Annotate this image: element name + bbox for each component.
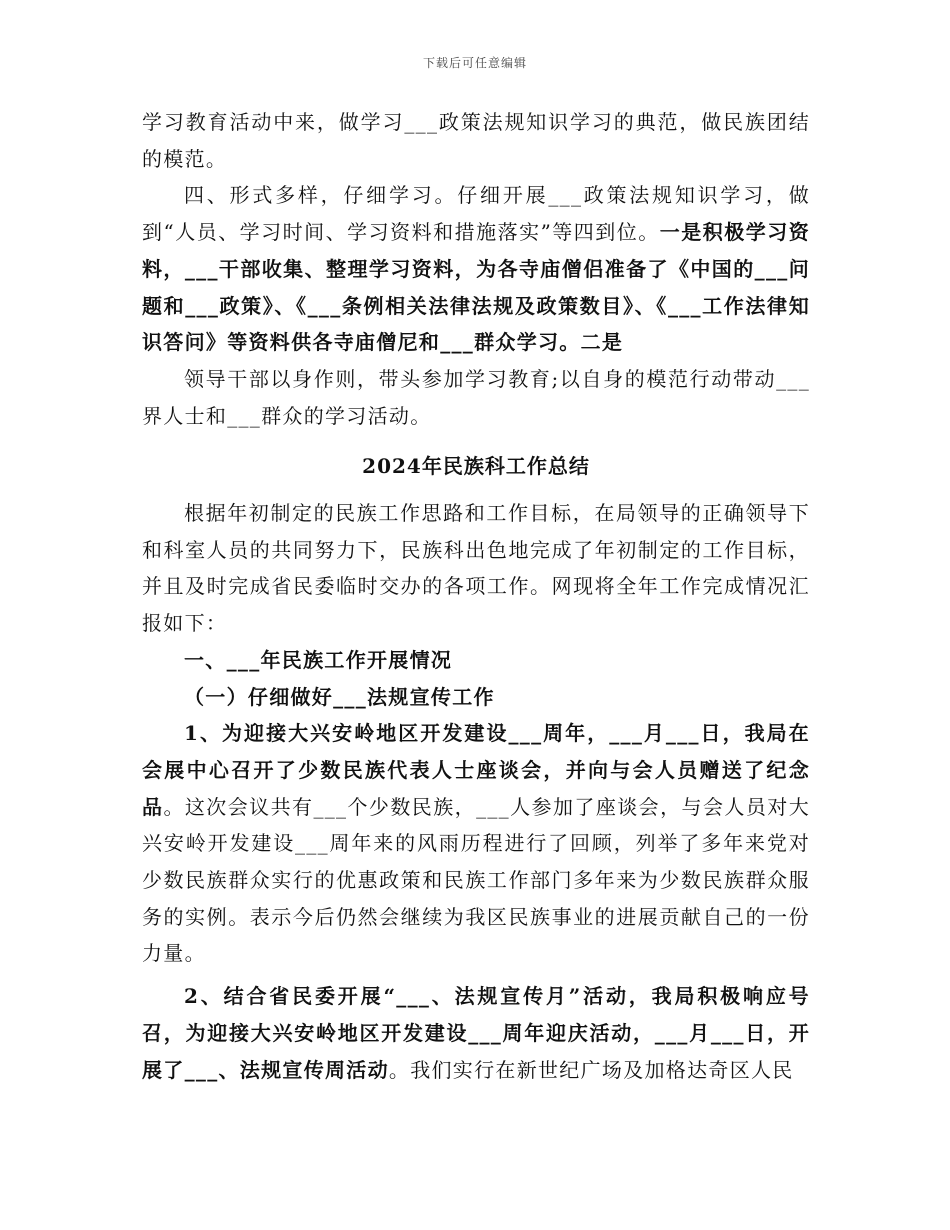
paragraph-6-bold-text: 2、结合省民委开展“___、法规宣传月”活动，我局积极响应号召，为迎接大兴安岭地区开发建设___周年迎庆活动，___月___日，开展了___、法规宣传周活动	[142, 984, 810, 1082]
paragraph-6-text: 。我们实行在新世纪广场及加格达奇区人民	[388, 1057, 794, 1082]
section-heading-2: （一）仔细做好___法规宣传工作	[184, 684, 495, 709]
paragraph-2	[142, 177, 810, 361]
paragraph-6	[142, 978, 810, 1088]
paragraph-3: 领导干部以身作则，带头参加学习教育;以自身的模范行动带动___界人士和___群众的学习活动。	[142, 366, 810, 428]
document-title: 2024年民族科工作总结	[362, 454, 590, 479]
paragraph-2-text: 四、形式多样，仔细学习。仔细开展___政策法规知识学习，做到“人员、学习时间、学习资料和措施落实”等四到位。	[142, 183, 810, 245]
paragraph-5-text: 。这次会议共有___个少数民族，___人参加了座谈会，与会人员对大兴安岭开发建设___周年来的风雨历程进行了回顾，列举了多年来党对少数民族群众实行的优惠政策和民族工作部门多年来为少数民族群众服务的实例。表示今后仍然会继续为我区民族事业的进展贡献自己的一份力量。	[142, 794, 810, 966]
header-note: 下载后可任意编辑	[422, 56, 527, 70]
document-body	[142, 104, 810, 1088]
paragraph-2-bold-text: 一是积极学习资料，___干部收集、整理学习资料，为各寺庙僧侣准备了《中国的___问题和___政策》、《___条例相关法律法规及政策数目》、《___工作法律知识答问》等资料供各寺庙僧尼和___群众学习。二是	[142, 220, 810, 355]
section-heading-1: 一、___年民族工作开展情况	[184, 647, 453, 672]
paragraph-5-bold-text: 1、为迎接大兴安岭地区开发建设___周年，___月___日，我局在会展中心召开了少数民族代表人士座谈会，并向与会人员赠送了纪念品	[142, 721, 810, 819]
paragraph-4: 根据年初制定的民族工作思路和工作目标，在局领导的正确领导下和科室人员的共同努力下，民族科出色地完成了年初制定的工作目标，并且及时完成省民委临时交办的各项工作。网现将全年工作完成情况汇报如下：	[142, 501, 810, 636]
paragraph-5	[142, 715, 810, 972]
paragraph-1: 学习教育活动中来，做学习___政策法规知识学习的典范，做民族团结的模范。	[142, 110, 810, 171]
